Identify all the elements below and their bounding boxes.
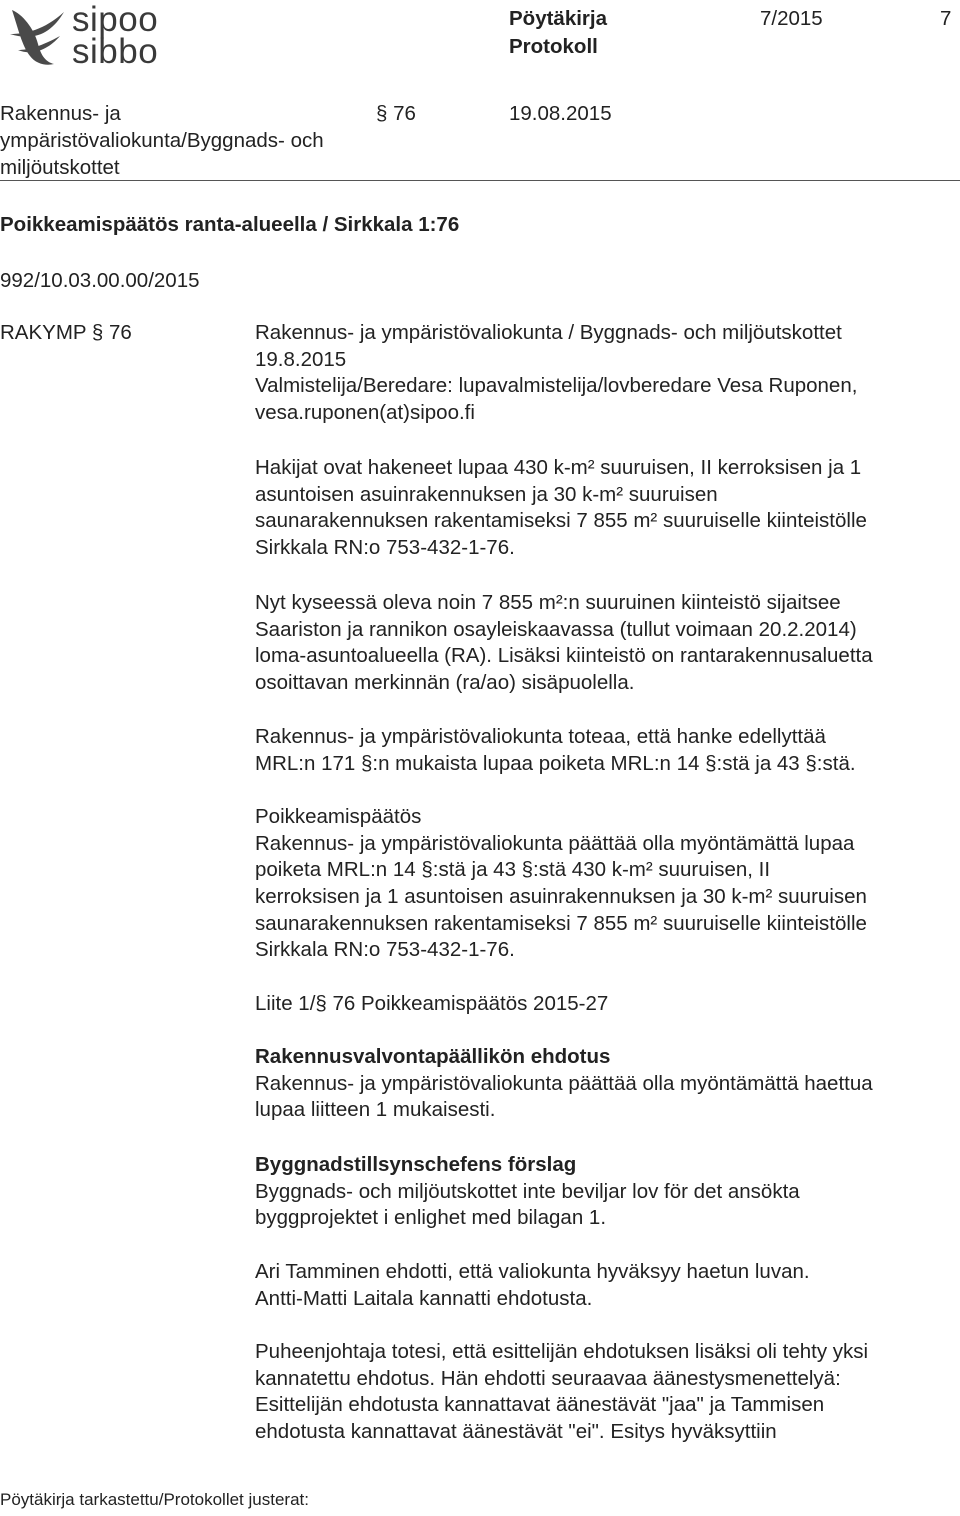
paragraph-exception-decision: [255, 804, 867, 964]
paragraph-property-zoning: [255, 590, 873, 697]
attachment-link[interactable]: Liite 1/§ 76 Poikkeamispäätös 2015-27: [255, 992, 609, 1015]
text-line: Rakennus- ja ympäristövaliokunta päättää olla myöntämättä haettua: [255, 1071, 873, 1095]
paragraph-attachment: [255, 991, 608, 1018]
footer-review-note: Pöytäkirja tarkastettu/Protokollet justerat:: [0, 1490, 309, 1509]
text-line: Nyt kyseessä oleva noin 7 855 m²:n suuruinen kiinteistö sijaitsee: [255, 591, 841, 614]
org-line-2: ympäristövaliokunta/Byggnads- och: [0, 129, 324, 152]
text-line: loma-asuntoalueella (RA). Lisäksi kiinteistö on rantarakennusaluetta: [255, 644, 873, 668]
meeting-line: Valmistelija/Beredare: lupavalmistelija/lovberedare Vesa Ruponen,: [255, 374, 858, 398]
paragraph-motion: [255, 1259, 810, 1312]
logo-text-sibbo: sibbo: [72, 32, 159, 71]
org-line-3: miljöutskottet: [0, 156, 120, 179]
text-line: poiketa MRL:n 14 §:stä ja 43 §:stä 430 k-m² suuruisen, II: [255, 858, 771, 882]
text-line: kannatettu ehdotus. Hän ehdotti seuraavaa äänestysmenettelyä:: [255, 1366, 841, 1390]
meeting-line: Rakennus- ja ympäristövaliokunta / Byggnads- och miljöutskottet: [255, 321, 842, 344]
text-line: lupaa liitteen 1 mukaisesti.: [255, 1098, 496, 1122]
meeting-line: 19.8.2015: [255, 347, 347, 371]
header-divider: [0, 180, 960, 181]
text-line: Sirkkala RN:o 753-432-1-76.: [255, 938, 515, 962]
meeting-date: 19.08.2015: [509, 102, 612, 125]
text-line: saunarakennuksen rakentamiseksi 7 855 m² suuruiselle kiinteistölle: [255, 509, 867, 533]
text-line: Rakennus- ja ympäristövaliokunta toteaa, että hanke edellyttää: [255, 725, 826, 748]
doc-type-sv: Protokoll: [509, 35, 598, 58]
text-line: saunarakennuksen rakentamiseksi 7 855 m² suuruiselle kiinteistölle: [255, 911, 867, 935]
paragraph-proposal-sv: [255, 1152, 800, 1232]
doc-number: 7/2015: [760, 7, 823, 30]
text-line: Byggnads- och miljöutskottet inte beviljar lov för det ansökta: [255, 1179, 800, 1203]
text-line: Saariston ja rannikon osayleiskaavassa (tullut voimaan 20.2.2014): [255, 617, 857, 641]
text-line: Ari Tamminen ehdotti, että valiokunta hyväksyy haetun luvan.: [255, 1260, 810, 1283]
sipoo-logo: [8, 0, 258, 72]
proposal-heading-sv: Byggnadstillsynschefens förslag: [255, 1153, 577, 1176]
paragraph-application: [255, 455, 867, 562]
section-number: § 76: [376, 102, 416, 125]
text-line: Esittelijän ehdotusta kannattavat äänestävät "jaa" ja Tammisen: [255, 1393, 825, 1417]
text-line: byggprojektet i enlighet med bilagan 1.: [255, 1206, 607, 1230]
page-title: Poikkeamispäätös ranta-alueella / Sirkkala 1:76: [0, 213, 460, 236]
reference-label: RAKYMP § 76: [0, 321, 132, 344]
paragraph-voting: [255, 1339, 868, 1446]
paragraph-proposal-fi: [255, 1044, 873, 1124]
text-line: Sirkkala RN:o 753-432-1-76.: [255, 536, 515, 560]
text-line: Hakijat ovat hakeneet lupaa 430 k-m² suuruisen, II kerroksisen ja 1: [255, 456, 862, 479]
diary-number: 992/10.03.00.00/2015: [0, 269, 200, 292]
text-line: ehdotusta kannattavat äänestävät "ei". Esitys hyväksyttiin: [255, 1420, 777, 1444]
text-line: asuntoisen asuinrakennuksen ja 30 k-m² suuruisen: [255, 482, 718, 506]
logo-text-sipoo: sipoo: [72, 0, 159, 39]
text-line: MRL:n 171 §:n mukaista lupaa poiketa MRL:n 14 §:stä ja 43 §:stä.: [255, 751, 856, 775]
org-line-1: Rakennus- ja: [0, 102, 121, 125]
proposal-heading-fi: Rakennusvalvontapäällikön ehdotus: [255, 1045, 611, 1068]
page-number: 7: [940, 7, 952, 30]
sipoo-emblem-icon: [8, 4, 68, 68]
text-line: Antti-Matti Laitala kannatti ehdotusta.: [255, 1286, 593, 1310]
meeting-info: [255, 320, 857, 427]
text-line: osoittavan merkinnän (ra/ao) sisäpuolella.: [255, 671, 635, 695]
text-line: Puheenjohtaja totesi, että esittelijän ehdotuksen lisäksi oli tehty yksi: [255, 1340, 869, 1363]
meeting-line: vesa.ruponen(at)sipoo.fi: [255, 401, 475, 425]
paragraph-committee-note: [255, 724, 856, 777]
doc-type-fi: Pöytäkirja: [509, 7, 607, 30]
text-line: Poikkeamispäätös: [255, 805, 422, 828]
text-line: Rakennus- ja ympäristövaliokunta päättää olla myöntämättä lupaa: [255, 831, 855, 855]
text-line: kerroksisen ja 1 asuntoisen asuinrakennuksen ja 30 k-m² suuruisen: [255, 885, 867, 909]
